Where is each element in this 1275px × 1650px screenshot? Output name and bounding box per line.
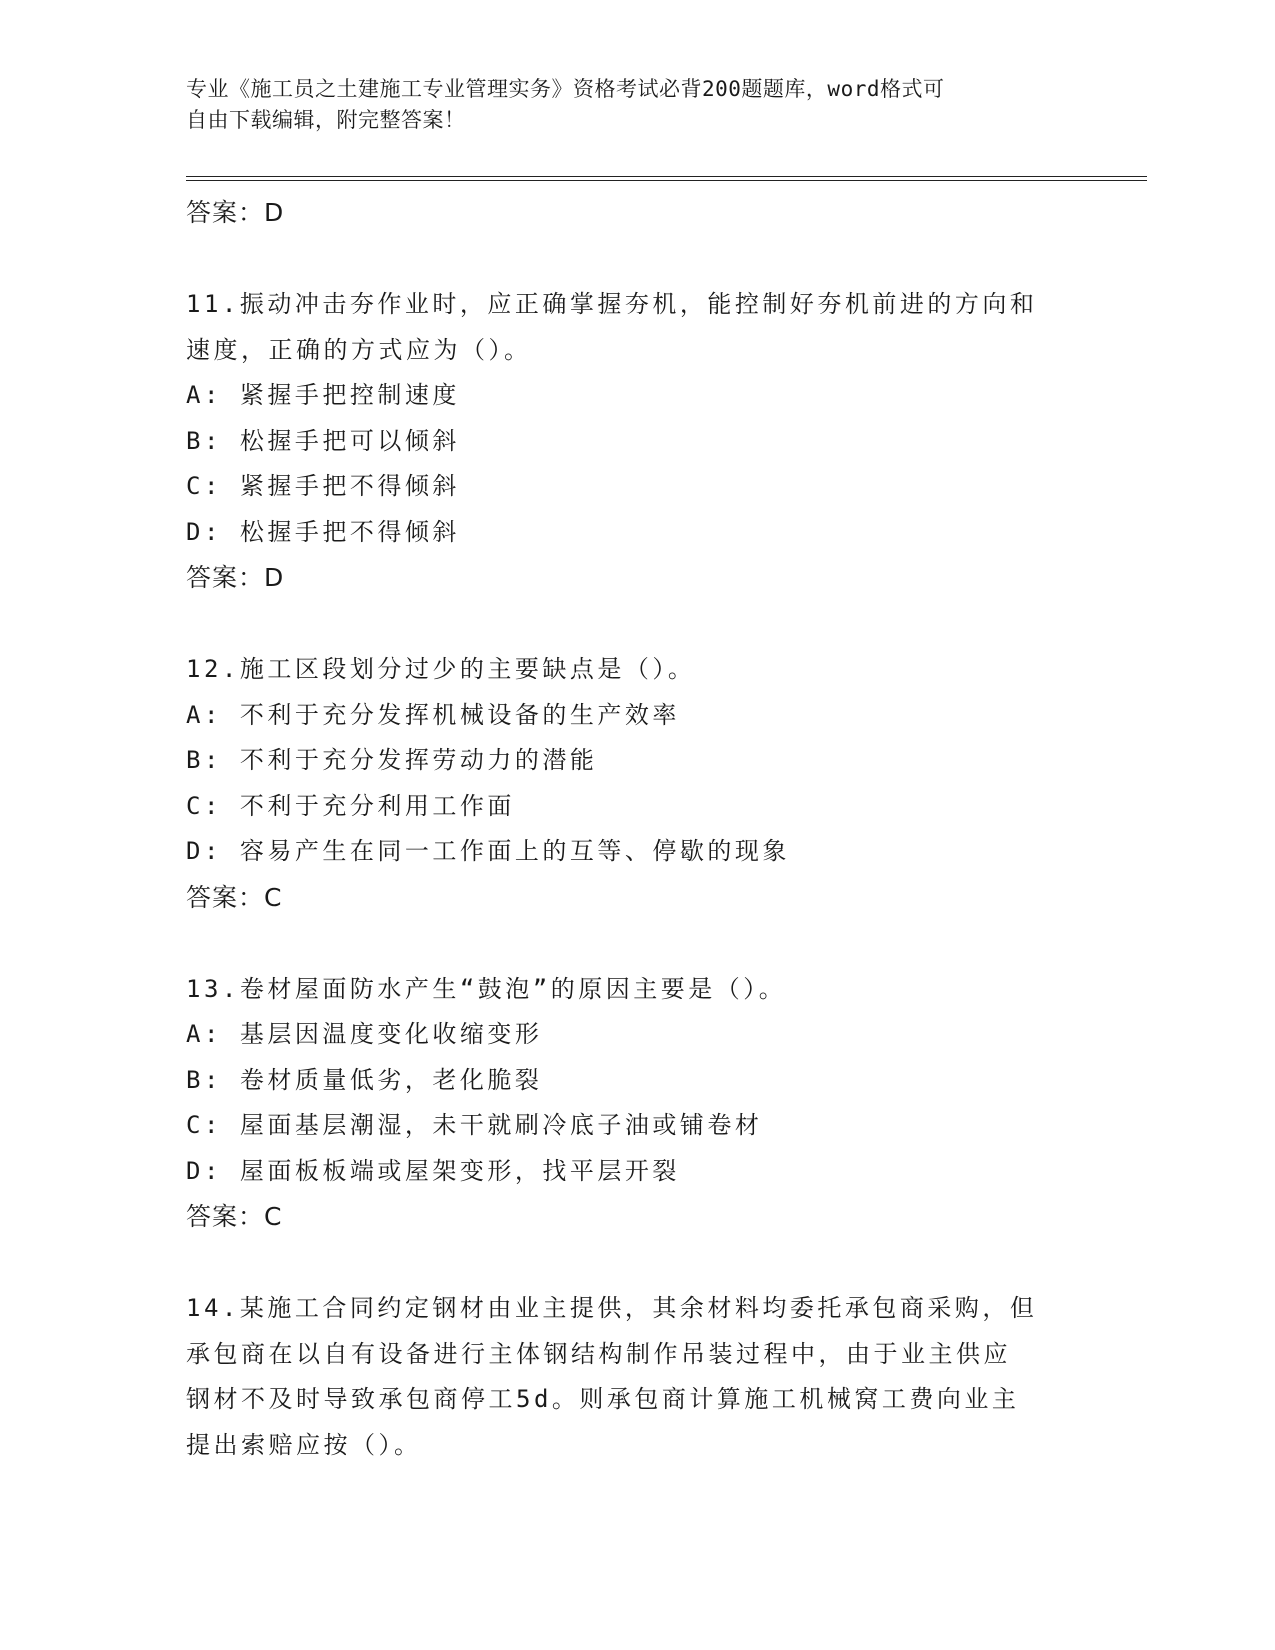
answer-label: 答案：: [186, 563, 265, 592]
answer-line: [186, 875, 1086, 921]
option-c: C: 紧握手把不得倾斜: [186, 472, 460, 500]
question-block: [186, 282, 1086, 601]
document-header: [186, 74, 1066, 136]
option-a: A: 基层因温度变化收缩变形: [186, 1020, 543, 1048]
option-b: B: 卷材质量低劣，老化脆裂: [186, 1065, 543, 1094]
spacer: [186, 921, 1086, 967]
question-block: [186, 1286, 1086, 1468]
answer-line: [186, 1194, 1086, 1240]
question-stem-line: 11.振动冲击夯作业时，应正确掌握夯机，能控制好夯机前进的方向和: [186, 290, 1038, 318]
option-b: B: 松握手把可以倾斜: [186, 426, 460, 455]
header-divider: [186, 176, 1147, 181]
spacer: [186, 601, 1086, 647]
option-d: D: 屋面板板端或屋架变形，找平层开裂: [186, 1156, 680, 1185]
question-stem-line: 钢材不及时导致承包商停工5d。则承包商计算施工机械窝工费向业主: [186, 1385, 1020, 1413]
option-c: C: 不利于充分利用工作面: [186, 791, 515, 820]
question-stem-line: 14.某施工合同约定钢材由业主提供，其余材料均委托承包商采购，但: [186, 1294, 1038, 1322]
option-a: A: 不利于充分发挥机械设备的生产效率: [186, 700, 680, 729]
question-block: [186, 647, 1086, 921]
option-b: B: 不利于充分发挥劳动力的潜能: [186, 746, 598, 774]
header-line-1: 专业《施工员之土建施工专业管理实务》资格考试必背200题题库，word格式可: [186, 77, 945, 101]
answer-label: 答案：: [186, 882, 265, 912]
header-line-2: 自由下载编辑，附完整答案！: [186, 108, 466, 132]
spacer: [186, 1240, 1086, 1286]
answer-line: [186, 555, 1086, 601]
question-block: [186, 967, 1086, 1241]
question-stem-line: 速度，正确的方式应为（）。: [186, 335, 532, 364]
question-stem-line: 承包商在以自有设备进行主体钢结构制作吊装过程中，由于业主供应: [186, 1339, 1011, 1368]
question-list: [186, 190, 1086, 1468]
question-stem-line: 提出索赔应按（）。: [186, 1430, 422, 1459]
spacer: [186, 236, 1086, 282]
option-d: D: 松握手把不得倾斜: [186, 517, 460, 546]
answer-label: 答案：: [186, 1202, 265, 1231]
answer-value: C: [264, 882, 283, 912]
answer-value: D: [264, 563, 285, 592]
answer-line: [186, 190, 1086, 236]
option-d: D: 容易产生在同一工作面上的互等、停歇的现象: [186, 837, 790, 865]
answer-label: 答案：: [186, 198, 265, 227]
answer-value: D: [264, 198, 285, 227]
question-stem-line: 12.施工区段划分过少的主要缺点是（）。: [186, 655, 696, 683]
option-a: A: 紧握手把控制速度: [186, 381, 460, 409]
answer-value: C: [264, 1202, 283, 1231]
option-c: C: 屋面基层潮湿，未干就刷冷底子油或铺卷材: [186, 1111, 763, 1139]
question-stem-line: 13.卷材屋面防水产生“鼓泡”的原因主要是（）。: [186, 974, 787, 1003]
